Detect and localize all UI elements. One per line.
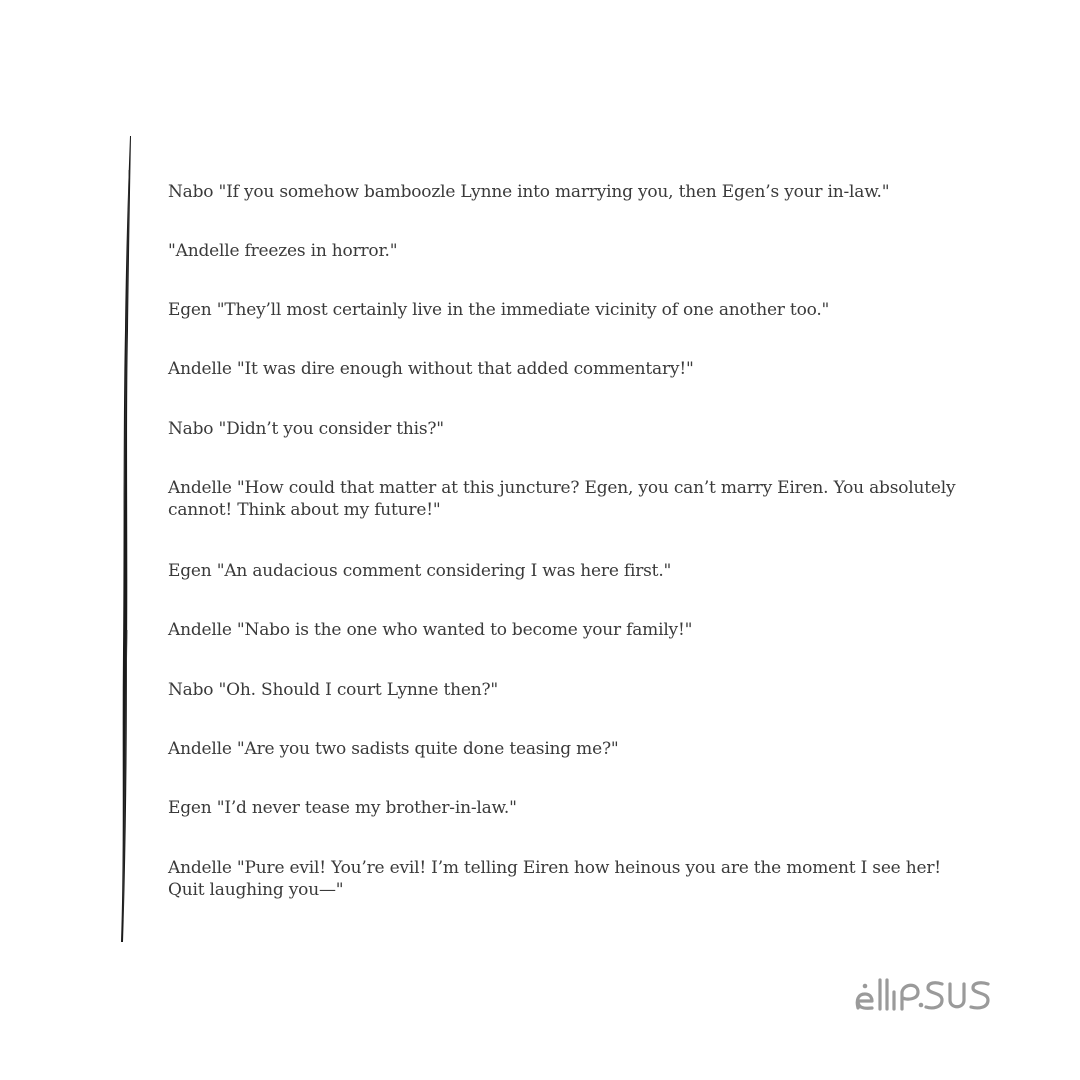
dialogue-line: Egen "They’ll most certainly live in the immediate vicinity of one another too." bbox=[168, 300, 830, 320]
ellipsus-logo bbox=[852, 968, 1008, 1018]
dialogue-line: Andelle "It was dire enough without that added commentary!" bbox=[168, 359, 694, 379]
vertical-brush-stroke bbox=[112, 130, 136, 950]
dialogue-line: Andelle "Pure evil! You’re evil! I’m telling Eiren how heinous you are the moment I see her! Quit laughing you—" bbox=[168, 858, 941, 900]
dialogue-line: Nabo "If you somehow bamboozle Lynne into marrying you, then Egen’s your in-law." bbox=[168, 182, 890, 202]
dialogue-line: Andelle "Are you two sadists quite done teasing me?" bbox=[168, 739, 619, 759]
dialogue-line: Nabo "Didn’t you consider this?" bbox=[168, 419, 444, 439]
dialogue-line: Nabo "Oh. Should I court Lynne then?" bbox=[168, 680, 499, 700]
dialogue-line: Andelle "How could that matter at this juncture? Egen, you can’t marry Eiren. You absolutely cannot! Think about my future!" bbox=[168, 478, 956, 520]
dialogue-line: Andelle "Nabo is the one who wanted to become your family!" bbox=[168, 620, 693, 640]
dialogue-line: Egen "An audacious comment considering I was here first." bbox=[168, 561, 672, 581]
dialogue-line: "Andelle freezes in horror." bbox=[168, 241, 398, 261]
dialogue-line: Egen "I’d never tease my brother-in-law." bbox=[168, 798, 517, 818]
